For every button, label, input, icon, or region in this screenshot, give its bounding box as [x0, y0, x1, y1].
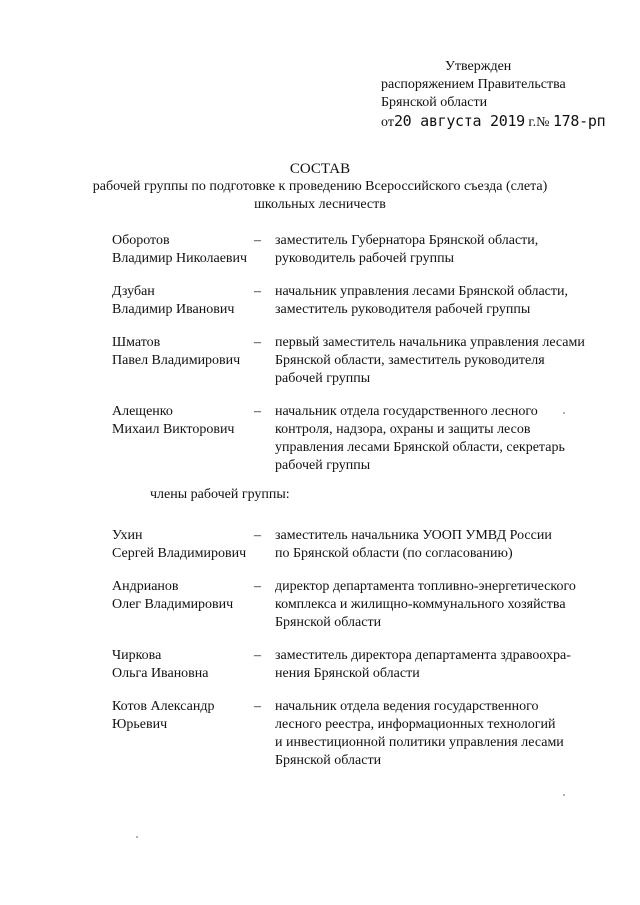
person-name: Чиркова Ольга Ивановна [112, 648, 209, 681]
person-name: Шматов Павел Владимирович [112, 335, 241, 368]
number-prefix: г.№ [528, 115, 550, 130]
person-role: директор департамента топливно-энергетического комплекса и жилищно-коммунального хозяйства Брянской области [275, 579, 576, 630]
document-title: СОСТАВ [289, 161, 351, 177]
person-role: начальник управления лесами Брянской области, заместитель руководителя рабочей группы [275, 284, 569, 317]
dash-separator: – [254, 404, 261, 419]
person-name: Ухин Сергей Владимирович [112, 528, 247, 561]
person-role: заместитель директора департамента здравоохра- нения Брянской области [275, 648, 571, 681]
handwritten-date: 20 августа 2019 [393, 112, 525, 130]
dash-separator: – [254, 699, 261, 714]
date-prefix: от [381, 115, 394, 130]
person-name: Оборотов Владимир Николаевич [112, 233, 248, 266]
person-name: Дзубан Владимир Иванович [112, 284, 235, 317]
scan-speck [136, 836, 138, 838]
dash-separator: – [254, 335, 261, 350]
person-role: начальник отдела ведения государственного лесного реестра, информационных технологий и инвестиционной политики управления лесами Брянской области [275, 699, 564, 768]
document-subtitle-line-2: школьных лесничеств [254, 197, 386, 212]
dash-separator: – [254, 579, 261, 594]
handwritten-number: 178-рп [552, 112, 606, 130]
scan-speck [563, 794, 565, 796]
approval-approved: Утвержден [445, 59, 512, 74]
person-role: первый заместитель начальника управления лесами Брянской области, заместитель руководителя рабочей группы [275, 335, 585, 386]
approval-order: распоряжением Правительства [381, 77, 566, 92]
dash-separator: – [254, 648, 261, 663]
approval-date-line [381, 112, 621, 132]
approval-region: Брянской области [381, 95, 488, 110]
person-role: заместитель начальника УООП УМВД России по Брянской области (по согласованию) [275, 528, 552, 561]
person-role: заместитель Губернатора Брянской области, руководитель рабочей группы [275, 233, 539, 266]
document-subtitle-line-1: рабочей группы по подготовке к проведению Всероссийского съезда (слета) [92, 179, 548, 194]
person-name: Котов Александр Юрьевич [112, 699, 215, 732]
person-name: Алещенко Михаил Викторович [112, 404, 235, 437]
dash-separator: – [254, 528, 261, 543]
members-heading: члены рабочей группы: [150, 487, 290, 502]
person-role: начальник отдела государственного лесного контроля, надзора, охраны и защиты лесов управления лесами Брянской области, секретарь рабочей группы [275, 404, 565, 473]
approval-block [381, 58, 621, 132]
scan-speck [563, 412, 565, 414]
person-name: Андрианов Олег Владимирович [112, 579, 234, 612]
dash-separator: – [254, 233, 261, 248]
dash-separator: – [254, 284, 261, 299]
